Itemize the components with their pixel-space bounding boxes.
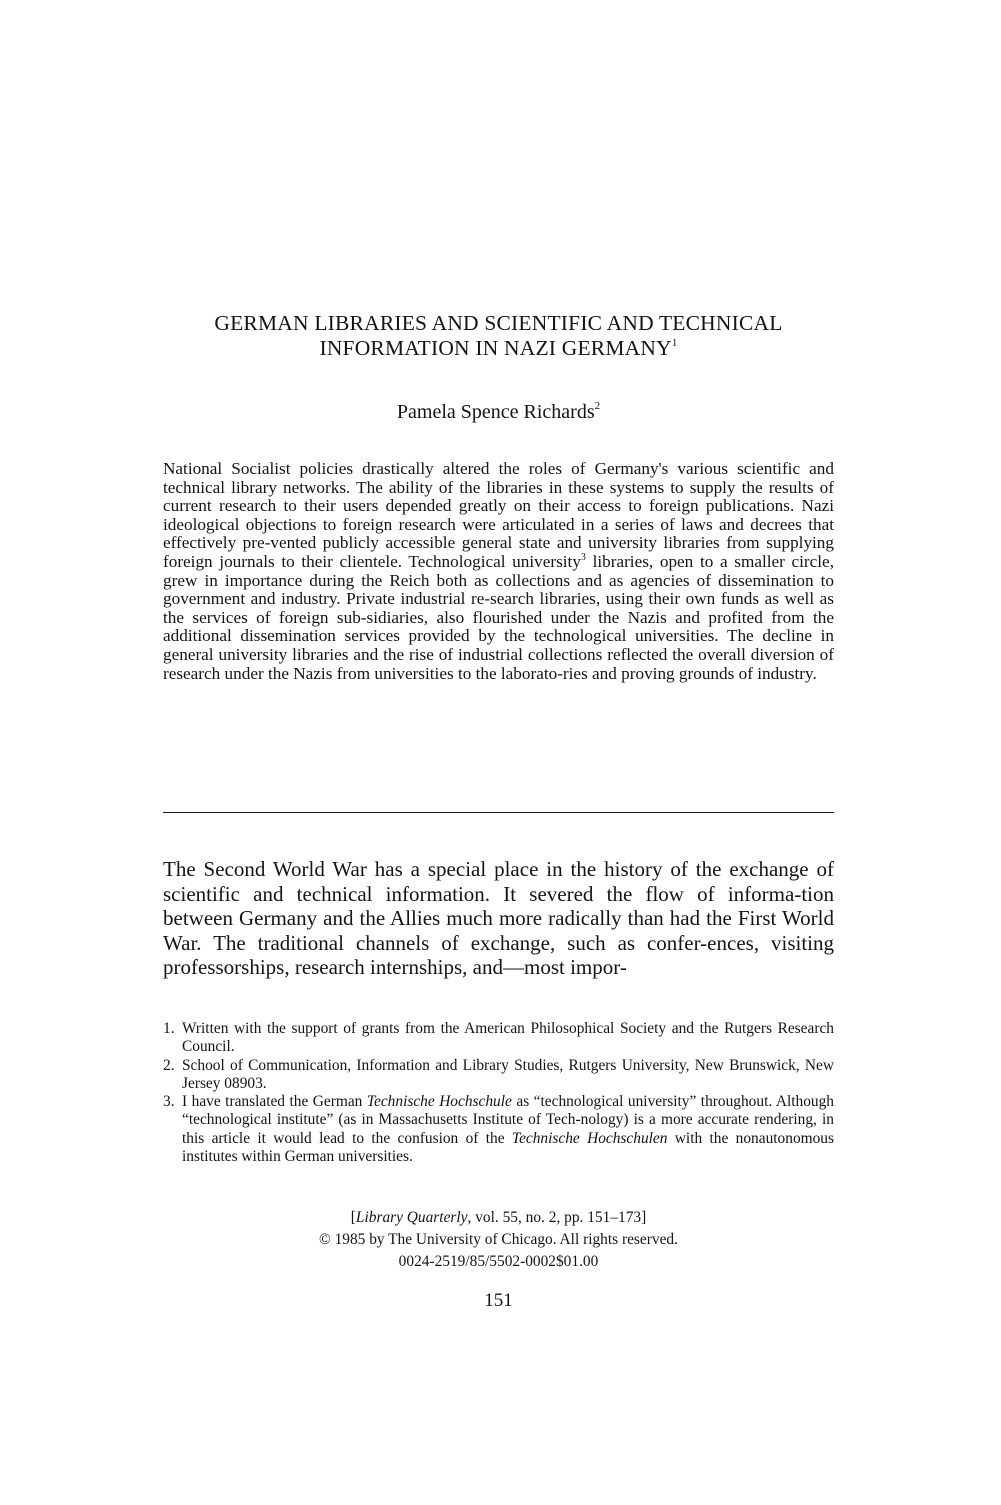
journal-citation bbox=[163, 1207, 834, 1229]
author-name bbox=[163, 400, 834, 424]
title-line-1: GERMAN LIBRARIES AND SCIENTIFIC AND TECHNICAL bbox=[214, 311, 783, 335]
footnote-text-b: as “technological university” throughout. Although “technological institute” (as in Massachusetts Institute of Tech-nology) is a more accurate rendering, in this article it would lead to the confusion of the bbox=[182, 1093, 834, 1147]
article-title bbox=[163, 311, 834, 361]
abstract bbox=[163, 460, 834, 683]
footnote-3 bbox=[163, 1093, 834, 1166]
title-line-2: INFORMATION IN NAZI GERMANY bbox=[319, 336, 672, 360]
copyright-line: © 1985 by The University of Chicago. All rights reserved. bbox=[319, 1231, 678, 1248]
footnote-number: 3. bbox=[163, 1093, 175, 1110]
footnote-text: School of Communication, Information and Library Studies, Rutgers University, New Brunswick, New Jersey 08903. bbox=[182, 1056, 834, 1092]
title-footnote-ref[interactable]: 1 bbox=[671, 337, 678, 349]
abstract-footnote-ref[interactable]: 3 bbox=[580, 551, 586, 563]
footnote-text-a: I have translated the German bbox=[182, 1093, 367, 1110]
citation-block bbox=[163, 1207, 834, 1273]
author-name-text: Pamela Spence Richards bbox=[396, 401, 595, 423]
footnote-number: 1. bbox=[163, 1020, 175, 1037]
footnote-text-c: with the nonautonomous institutes within German universities. bbox=[182, 1129, 834, 1165]
journal-name: Library Quarterly bbox=[355, 1209, 468, 1226]
footnote-number: 2. bbox=[163, 1056, 175, 1074]
abstract-text-part-1: National Socialist policies drastically altered the roles of Germany's various scientific and technical library networks. The ability of the libraries in these systems to supply the results of current research to their users depended greatly on their access to foreign publications. Nazi ideological objections to foreign research were articulated in a series of laws and decrees that effectively pre-vented publicly accessible general state and university libraries from supplying foreign journals to their clientele. Technological university bbox=[163, 459, 834, 571]
citation-bracket: [ bbox=[350, 1209, 356, 1226]
page-number: 151 bbox=[484, 1290, 513, 1311]
footnote-2 bbox=[163, 1057, 834, 1094]
footnote-italic-term-a: Technische Hochschule bbox=[366, 1093, 512, 1110]
footnote-text: Written with the support of grants from the American Philosophical Society and the Rutgers Research Council. bbox=[182, 1020, 834, 1056]
citation-details: , vol. 55, no. 2, pp. 151–173] bbox=[467, 1209, 647, 1226]
section-divider bbox=[163, 812, 834, 813]
footnote-italic-term-b: Technische Hochschulen bbox=[511, 1129, 668, 1147]
footnote-1 bbox=[163, 1020, 834, 1057]
article-code: 0024-2519/85/5502-0002$01.00 bbox=[398, 1253, 599, 1270]
abstract-text-part-2: libraries, open to a smaller circle, grew in importance during the Reich both as collections and as agencies of dissemination to government and industry. Private industrial re-search libraries, using their own funds as well as the services of foreign sub-sidiaries, also flourished under the Nazis and profited from the additional dissemination services provided by the technological universities. The decline in general university libraries and the rise of industrial collections reflected the overall diversion of research under the Nazis from universities to the laborato-ries and proving grounds of industry. bbox=[163, 551, 834, 683]
footnotes-list bbox=[163, 1020, 834, 1166]
author-footnote-ref[interactable]: 2 bbox=[594, 400, 601, 412]
body-paragraph: The Second World War has a special place in the history of the exchange of scientific and technical information. It severed the flow of informa-tion between Germany and the Allies much more radically than had the First World War. The traditional channels of exchange, such as confer-ences, visiting professorships, research internships, and—most impor- bbox=[163, 857, 834, 979]
